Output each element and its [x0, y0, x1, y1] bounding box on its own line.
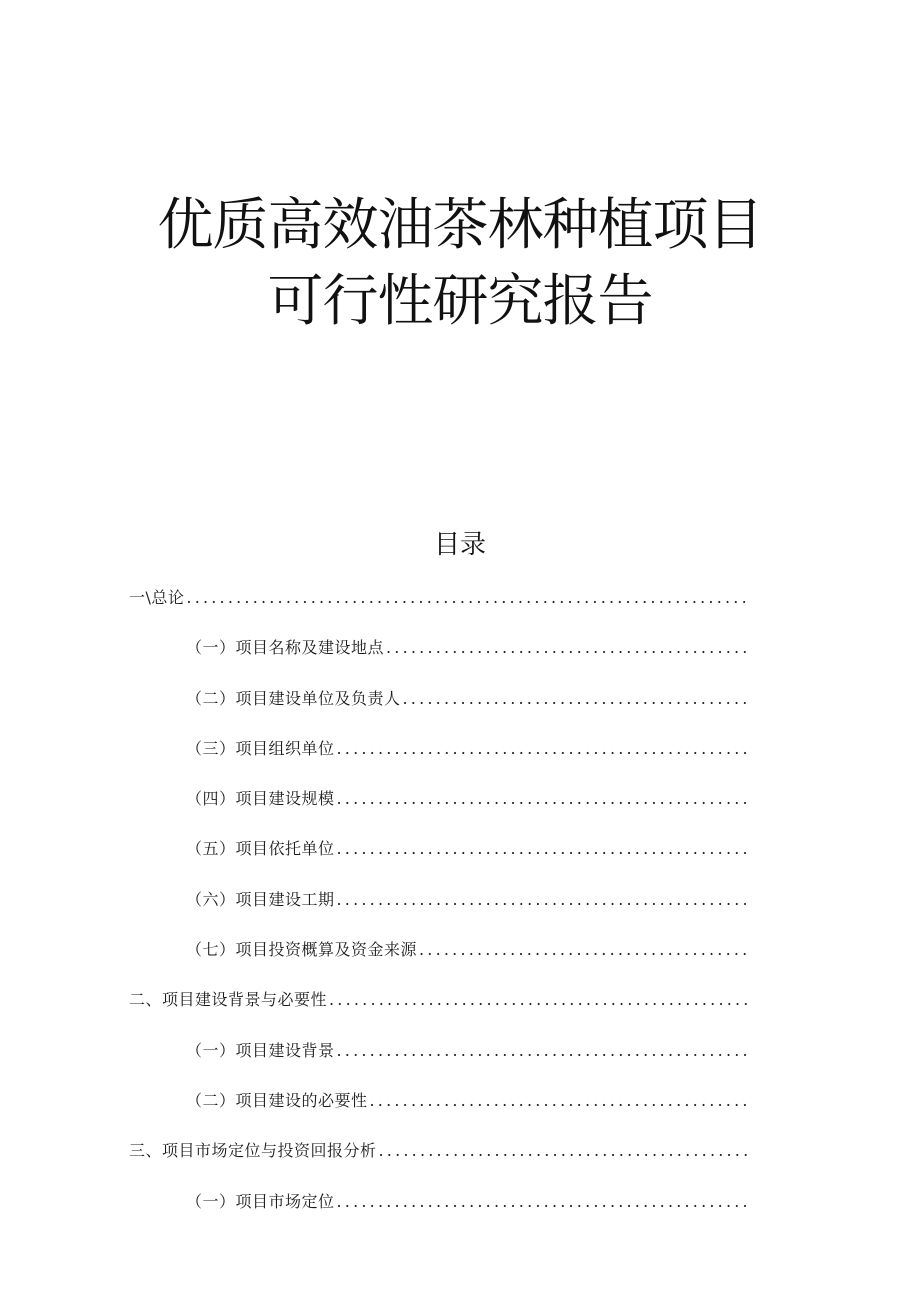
toc-dot-leader — [337, 779, 748, 819]
toc-dot-leader — [379, 1131, 748, 1171]
toc-entry-label: （一）项目建设背景 — [186, 1040, 335, 1060]
toc-entry-label: （七）项目投资概算及资金来源 — [186, 940, 418, 960]
toc-entry-label: （四）项目建设规模 — [186, 789, 335, 809]
toc-dot-leader — [419, 930, 748, 970]
toc-entry-market-positioning-return[interactable] — [0, 1131, 920, 1181]
title-line-2: 可行性研究报告 — [267, 269, 653, 334]
toc-entry-supporting-unit[interactable] — [0, 829, 920, 879]
toc-dot-leader — [186, 578, 748, 618]
toc-dot-leader — [403, 679, 748, 719]
toc-dot-leader — [386, 628, 748, 668]
toc-dot-leader — [337, 729, 748, 769]
toc-entry-label: （二）项目建设的必要性 — [186, 1090, 368, 1110]
toc-entry-label: 三、项目市场定位与投资回报分析 — [129, 1141, 377, 1161]
toc-entry-investment-estimate[interactable] — [0, 930, 920, 980]
toc-entry-label: （一）项目名称及建设地点 — [186, 638, 385, 658]
toc-entry-construction-scale[interactable] — [0, 779, 920, 829]
document-title — [0, 188, 920, 340]
toc-dot-leader — [337, 1031, 748, 1071]
toc-entry-label: （六）项目建设工期 — [186, 889, 335, 909]
toc-entry-construction-necessity[interactable] — [0, 1081, 920, 1131]
toc-entry-label: 一\总论 — [129, 588, 185, 607]
toc-entry-label: （一）项目市场定位 — [186, 1191, 335, 1211]
toc-dot-leader — [329, 980, 748, 1020]
toc-entry-label: （三）项目组织单位 — [186, 738, 335, 758]
toc-entry-label: （五）项目依托单位 — [186, 839, 335, 859]
toc-dot-leader — [337, 1182, 748, 1222]
toc-entry-label: （二）项目建设单位及负责人 — [186, 688, 401, 708]
toc-heading: 目录 — [433, 530, 486, 560]
toc-entry-project-name-location[interactable] — [0, 628, 920, 678]
toc-dot-leader — [337, 829, 748, 869]
toc-dot-leader — [370, 1081, 748, 1121]
toc-entry-label: 二、项目建设背景与必要性 — [129, 990, 328, 1010]
toc-entry-general[interactable] — [0, 578, 920, 628]
toc-entry-background-necessity[interactable] — [0, 980, 920, 1030]
toc-entry-market-positioning[interactable] — [0, 1182, 920, 1232]
table-of-contents — [0, 578, 920, 1232]
title-line-1: 优质高效油茶林种植项目 — [157, 193, 763, 258]
toc-entry-organizing-unit[interactable] — [0, 729, 920, 779]
toc-entry-construction-period[interactable] — [0, 880, 920, 930]
toc-entry-construction-unit[interactable] — [0, 679, 920, 729]
toc-entry-construction-background[interactable] — [0, 1031, 920, 1081]
toc-dot-leader — [337, 880, 748, 920]
